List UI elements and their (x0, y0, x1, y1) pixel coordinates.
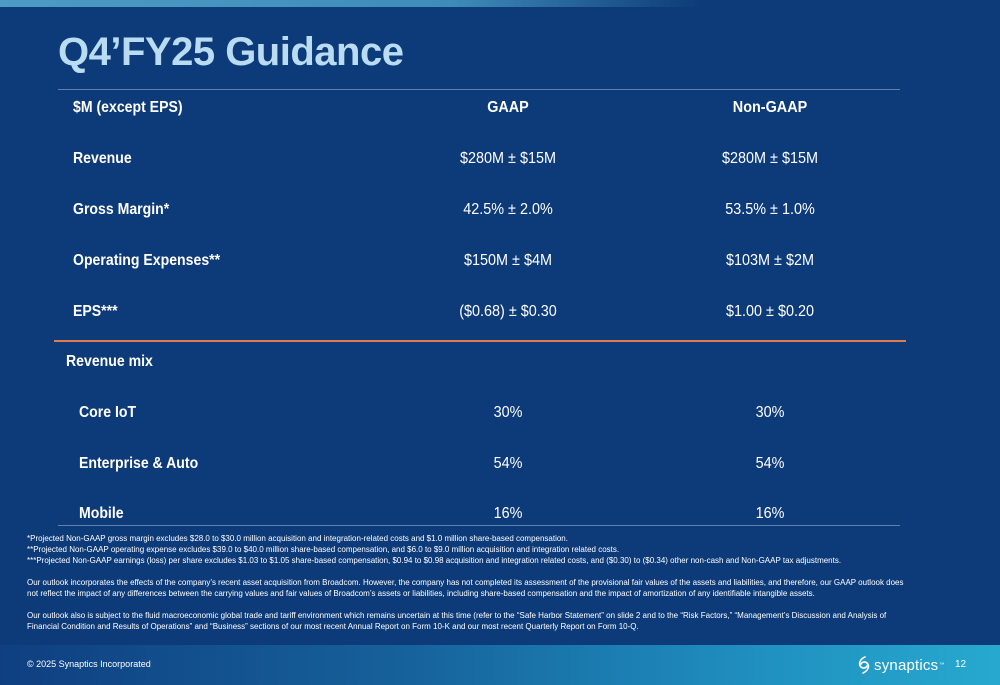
row-label: Revenue (73, 150, 132, 167)
synaptics-logo-icon (856, 656, 872, 674)
table-top-divider (58, 89, 900, 90)
header-label: $M (except EPS) (73, 99, 183, 116)
table-header-row (0, 99, 1000, 125)
table-row-mobile (0, 505, 1000, 531)
footnotes (27, 533, 911, 632)
row-gaap-value: 54% (493, 455, 523, 472)
row-non-gaap-value: 54% (755, 455, 785, 472)
row-label: Gross Margin* (73, 201, 170, 218)
row-label: EPS*** (73, 303, 118, 320)
header-non-gaap: Non-GAAP (732, 99, 808, 116)
table-row-eps (0, 303, 1000, 329)
table-row-enterprise-auto (0, 455, 1000, 481)
table-row-core-iot (0, 404, 1000, 430)
footnote-operating-expense: **Projected Non-GAAP operating expense excludes $39.0 to $40.0 million share-based compensation, and $6.0 to $9.0 million acquisition and integration related costs. (27, 544, 620, 554)
row-non-gaap-value: $280M ± $15M (722, 150, 818, 167)
synaptics-logo (856, 654, 944, 676)
row-label: Operating Expenses** (73, 252, 221, 269)
section-row-revenue-mix (0, 353, 1000, 379)
section-label: Revenue mix (66, 353, 153, 370)
row-label: Enterprise & Auto (79, 455, 199, 472)
row-gaap-value: ($0.68) ± $0.30 (459, 303, 557, 320)
copyright: © 2025 Synaptics Incorporated (27, 659, 151, 669)
table-bottom-divider (58, 525, 900, 526)
header-gaap: GAAP (487, 99, 529, 116)
logo-trademark: ™ (939, 662, 945, 668)
page-title: Q4’FY25 Guidance (58, 30, 404, 74)
row-label: Mobile (79, 505, 124, 522)
section-divider (54, 340, 906, 342)
row-non-gaap-value: 30% (755, 404, 785, 421)
outlook-paragraph-acquisition: Our outlook incorporates the effects of the company’s recent asset acquisition from Broadcom. However, the company has not completed its assessment of the provisional fair values of the assets and liabilities, and therefore, our GAAP outlook does not reflect the impact of any differences between the carrying values and fair values of Broadcom’s assets or liabilities, including share-based compensation and the impact of amortization of any identifiable intangible assets. (27, 577, 904, 598)
footnote-gross-margin: *Projected Non-GAAP gross margin excludes $28.0 to $30.0 million acquisition and integration-related costs and $1.0 million share-based compensation. (27, 533, 568, 543)
row-gaap-value: 16% (493, 505, 523, 522)
row-gaap-value: $150M ± $4M (464, 252, 552, 269)
table-row-gross-margin (0, 201, 1000, 227)
outlook-paragraph-macroeconomic: Our outlook also is subject to the fluid macroeconomic global trade and tariff environment which remains uncertain at this time (refer to the “Safe Harbor Statement” on slide 2 and to the “Risk Factors,” “Management’s Discussion and Analysis of Financial Condition and Results of Operations” and “Business” sections of our most recent Annual Report on Form 10-K and our most recent Quarterly Report on Form 10-Q. (27, 610, 887, 631)
footnote-eps: ***Projected Non-GAAP earnings (loss) per share excludes $1.03 to $1.05 share-based compensation, $0.94 to $0.98 acquisition and integration related costs, and ($0.30) to ($0.34) other non-cash and Non-GAAP tax adjustments. (27, 555, 842, 565)
row-gaap-value: $280M ± $15M (460, 150, 556, 167)
row-non-gaap-value: 16% (755, 505, 785, 522)
row-label: Core IoT (79, 404, 137, 421)
row-non-gaap-value: $1.00 ± $0.20 (726, 303, 814, 320)
table-row-revenue (0, 150, 1000, 176)
row-gaap-value: 30% (493, 404, 523, 421)
row-gaap-value: 42.5% ± 2.0% (463, 201, 553, 218)
table-row-operating-expenses (0, 252, 1000, 278)
top-accent-bar (0, 0, 1000, 7)
logo-wordmark: synaptics (874, 656, 939, 674)
row-non-gaap-value: 53.5% ± 1.0% (725, 201, 815, 218)
row-non-gaap-value: $103M ± $2M (726, 252, 814, 269)
page-number: 12 (955, 659, 967, 670)
